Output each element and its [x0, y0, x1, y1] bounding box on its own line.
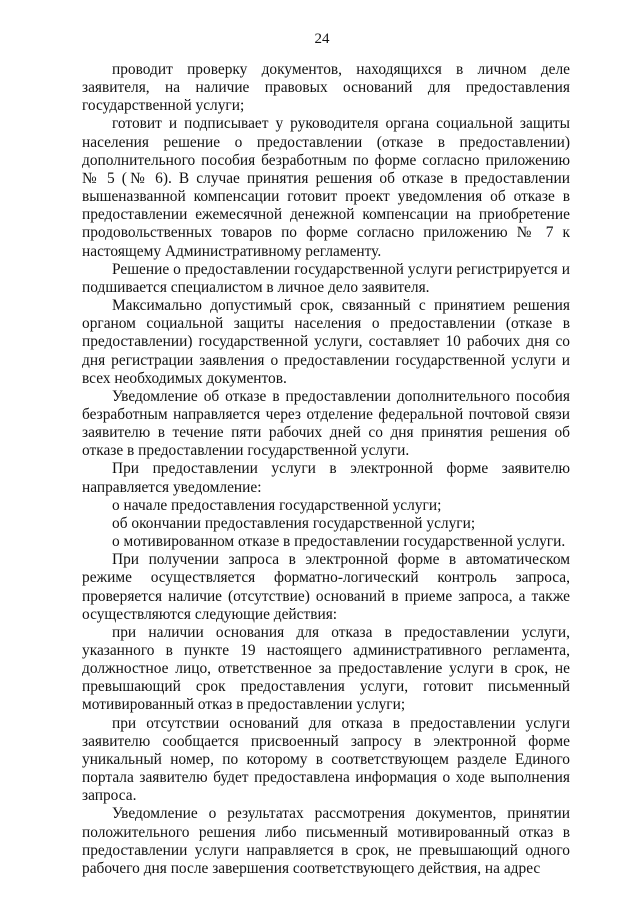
- list-item-end: об окончании предоставления государственной услуги;: [112, 514, 476, 532]
- paragraph-electronic-notice: При предоставлении услуги в электронной форме заявителю направляется уведомление:: [82, 460, 570, 496]
- paragraph-no-grounds: при отсутствии оснований для отказа в предоставлении услуги заявителю сообщается присвоенный запросу в электронной форме уникальный номер, по которому в соответствующем разделе Единого портала заявителю будет предоставлена информация о ходе выполнения запроса.: [82, 714, 570, 805]
- paragraph-check-documents: проводит проверку документов, находящихся в личном деле заявителя, на наличие правовых оснований для предоставления государственной услуги;: [82, 61, 570, 115]
- paragraph-prepare-decision: готовит и подписывает у руководителя органа социальной защиты населения решение о предоставлении (отказе в предоставлении) дополнительного пособия безработным по форме согласно приложению № 5 (№ 6). В случае принятия решения об отказе в предоставлении вышеназванной компенсации готовит проект уведомления об отказе в предоставлении ежемесячной денежной компенсации на приобретение продовольственных товаров по форме согласно приложению № 7 к настоящему Административному регламенту.: [82, 115, 570, 260]
- list-item-start: о начале предоставления государственной услуги;: [112, 496, 442, 514]
- paragraph-results-notice: Уведомление о результатах рассмотрения документов, принятии положительного решения либо письменный мотивированный отказ в предоставлении услуги направляется в срок, не превышающий одного рабочего дня после завершения соответствующего действия, на адрес: [82, 805, 570, 877]
- paragraph-refusal-notice: Уведомление об отказе в предоставлении дополнительного пособия безработным направляется через отделение федеральной почтовой связи заявителю в течение пяти рабочих дней со дня принятия решения об отказе в предоставлении государственной услуги.: [82, 387, 570, 460]
- paragraph-max-term: Максимально допустимый срок, связанный с принятием решения органом социальной защиты населения о предоставлении (отказе в предоставлении) государственной услуги, составляет 10 рабочих дня со дня регистрации заявления о предоставлении государственной услуги и всех необходимых документов.: [82, 297, 570, 387]
- paragraph-decision-registration: Решение о предоставлении государственной услуги регистрируется и подшивается специалистом в личное дело заявителя.: [82, 260, 570, 296]
- paragraph-electronic-request: При получении запроса в электронной форме в автоматическом режиме осуществляется форматно-логический контроль запроса, проверяется наличие (отсутствие) оснований в приеме запроса, а также осуществляются следующие действия:: [82, 551, 570, 623]
- list-item-refusal: о мотивированном отказе в предоставлении государственной услуги.: [112, 533, 566, 551]
- page-number: 24: [314, 31, 330, 47]
- document-page: [82, 30, 570, 878]
- paragraph-grounds-refusal: при наличии основания для отказа в предоставлении услуги, указанного в пункте 19 настоящего административного регламента, должностное лицо, ответственное за предоставление услуги в срок, не превышающий срок предоставления услуги, готовит письменный мотивированный отказ в предоставлении услуги;: [82, 623, 570, 714]
